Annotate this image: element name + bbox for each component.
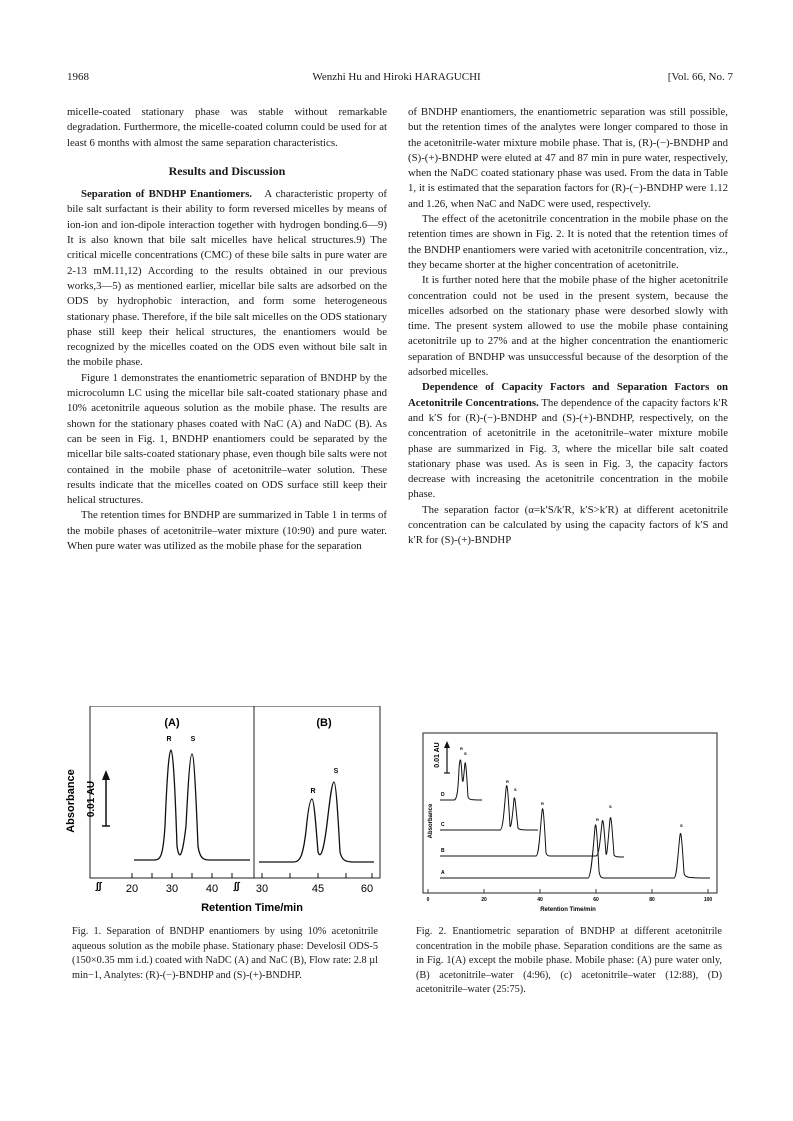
- fig1-trace-b: [259, 782, 374, 862]
- running-head-authors: Wenzhi Hu and Hiroki HARAGUCHI: [312, 71, 481, 83]
- fig2-peak-s-label: S: [464, 751, 467, 756]
- fig2-trace-label-d: D: [441, 792, 445, 798]
- fig2-trace-b-peaks: [596, 818, 624, 857]
- figure-1-chromatogram: [62, 706, 388, 918]
- fig2-trace-c: [440, 786, 538, 830]
- fig2-trace-a: [440, 825, 710, 878]
- fig2-scale-bar-label: 0.01 AU: [434, 742, 441, 768]
- left-paragraph-3: Figure 1 demonstrates the enantiometric separation of BNDHP by the microcolumn LC using the micellar bile salt-coated stationary phase and 10% acetonitrile aqueous solution as the mobile phase. The results are shown for the stationary phases coated with NaC (A) and NaDC (B). As can be seen in Fig. 1, BNDHP enantiomers could be separated by the micellar bile salts-coated stationary phase, even though bile salts were not contained in the mobile phase of acetonitrile–water solution. These results indicate that the micelles coated on ODS surface still keep their helical structures.: [67, 371, 387, 507]
- fig2-tick-20: 20: [481, 897, 487, 903]
- fig1-tick-a-20: 20: [125, 883, 139, 895]
- fig1-x-axis-label: Retention Time/min: [201, 902, 303, 914]
- fig2-peak-r-label-b: R: [541, 801, 544, 806]
- fig1-tick-b-45: 45: [311, 883, 325, 895]
- fig2-tick-0: 0: [426, 897, 430, 903]
- fig1-tick-b-60: 60: [360, 883, 374, 895]
- fig1-peak-r-label-b: R: [310, 788, 316, 795]
- fig1-y-axis-label: Absorbance: [65, 769, 77, 833]
- fig1-scale-bar-label: 0.01 AU: [86, 780, 97, 818]
- fig1-peak-s-label-a: S: [190, 736, 196, 743]
- fig2-y-axis-label: Absorbance: [428, 803, 434, 839]
- left-column: [67, 105, 387, 554]
- fig2-tick-80: 80: [649, 897, 655, 903]
- right-paragraph-5: The separation factor (α=k′S/k′R, k′S>k′R) at different acetonitrile concentration can be calculated by using the capacity factors of k′S and k′R for (S)-(+)-BNDHP: [408, 503, 728, 547]
- right-paragraph-3: It is further noted here that the mobile phase of the higher acetonitrile concentration could not be used in the present system, because the micelles adsorbed on the stationary phase were desorbed slowly with time. The present system allowed to use the mobile phase containing acetonitrile up to 27% and at the higher concentration the enantiomeric separation of BNDHP was unsuccessful because of the desorption of the adsorbed micelles.: [408, 274, 728, 379]
- left-paragraph-1: micelle-coated stationary phase was stable without remarkable degradation. Furthermore, the micelle-coated column could be used for at least 6 months with almost the same separation characteristics.: [67, 106, 387, 149]
- right-paragraph-1: of BNDHP enantiomers, the enantiometric separation was still possible, but the retention times of the analytes were longer compared to those in the acetonitrile-water mixture mobile phase. That is, (R)-(−)-BNDHP and (S)-(+)-BNDHP were eluted at 47 and 87 min in pure water, respectively, when the NaDC coated stationary phase was used. From the data in Table 1, it is estimated that the separation factors for (R)-(−)-BNDHP were 1.12 and 1.26, when NaC and NaDC were used, respectively.: [408, 106, 728, 210]
- fig2-trace-d: [440, 760, 482, 800]
- fig2-peak-r-label: R: [460, 746, 463, 751]
- run-in-heading: Separation of BNDHP Enantiomers.: [81, 188, 252, 201]
- run-in-heading: Dependence of Capacity Factors and Separation Factors on Acetonitrile Concentrations.: [408, 381, 728, 409]
- fig1-tick-a-30: 30: [165, 883, 179, 895]
- fig2-x-axis-label: Retention Time/min: [540, 907, 596, 913]
- page-number: 1968: [67, 71, 89, 83]
- fig2-peak-s-label-c: S: [514, 787, 517, 792]
- right-column: [408, 105, 728, 549]
- fig2-peak-r-label-b2: R: [596, 817, 599, 822]
- fig2-trace-b: [440, 809, 558, 856]
- fig2-tick-40: 40: [537, 897, 543, 903]
- left-paragraph-4: The retention times for BNDHP are summarized in Table 1 in terms of the mobile phases of acetonitrile–water mixture (10:90) and pure water. When pure water was utilized as the mobile phase for the separation: [67, 509, 387, 553]
- fig1-axis-break-b: ∫∫: [234, 881, 240, 892]
- left-paragraph-2: Separation of BNDHP Enantiomers. A characteristic property of bile salt surfactant is their ability to form reversed micelles by means of ion-ion and ion-dipole interaction together with hydrogen bonding.6—9) It is also known that bile salt micelles have helical structures.9) The critical micelle concentrations (CMC) of these bile salts in pure water are 2-13 mM.11,12) According to the results obtained in our previous works,3—5) as mentioned earlier, micellar bile salts are adsorbed on the ODS by hydrophobic interaction, and form some heterogeneous stationary phase. Therefore, if the bile salt micelles on the ODS stationary phase still keep their helical structures, the enantiomers would be recognized by the micelles coated on the ODS even without bile salt in the mobile phase.: [67, 188, 387, 369]
- fig2-trace-label-c: C: [441, 822, 445, 828]
- fig2-trace-label-b: B: [441, 848, 445, 854]
- fig1-peak-r-label-a: R: [166, 736, 172, 743]
- fig1-tick-a-40: 40: [205, 883, 219, 895]
- fig2-peak-s-label-b2: S: [609, 804, 612, 809]
- figure-1-caption: Fig. 1. Separation of BNDHP enantiomers by using 10% acetonitrile aqueous solution as the mobile phase. Stationary phase: Develosil ODS-5 (150×0.35 mm i.d.) coated with NaDC (A) and NaC (B), Flow rate: 2.8 µl min−1, Analytes: (R)-(−)-BNDHP and (S)-(+)-BNDHP.: [72, 926, 378, 981]
- fig2-peak-r-label-c: R: [506, 779, 509, 784]
- figure-2-caption: Fig. 2. Enantiometric separation of BNDHP at different acetonitrile concentration in the mobile phase. Separation conditions are the same as in Fig. 1(A) except the mobile phase. Mobile phase: (A) pure water only, (B) acetonitrile–water (4:96), (c) acetonitrile–water (12:88), (D) acetonitrile–water (25:75).: [416, 926, 722, 995]
- right-paragraph-2: The effect of the acetonitrile concentration in the mobile phase on the retention times are shown in Fig. 2. It is noted that the retention times of the BNDHP enantiomers were varied with acetonitrile concentration, viz., they became shorter at the higher concentration of acetonitrile.: [408, 213, 728, 271]
- right-paragraph-4: Dependence of Capacity Factors and Separation Factors on Acetonitrile Concentrations. The dependence of the capacity factors k′R and k′S for (R)-(−)-BNDHP and (S)-(+)-BNDHP, respectively, on the concentration of acetonitrile in the acetonitrile–water mixture mobile phase are summarized in Fig. 3, where the micellar bile salt coated stationary phase was used. As is seen in Fig. 3, the capacity factors decrease with increasing the acetonitrile concentration in the mobile phase.: [408, 381, 728, 501]
- section-title: Results and Discussion: [168, 163, 286, 178]
- fig1-panel-b-label: (B): [316, 717, 332, 729]
- fig2-tick-100: 100: [703, 897, 713, 903]
- running-head-volume: [Vol. 66, No. 7: [667, 71, 733, 83]
- fig1-tick-b-30: 30: [255, 883, 269, 895]
- fig2-peak-s-label-a: S: [680, 823, 683, 828]
- fig1-trace-a: [134, 750, 250, 860]
- fig2-tick-60: 60: [593, 897, 599, 903]
- fig1-peak-s-label-b: S: [333, 768, 339, 775]
- figure-2-chromatogram: [418, 731, 724, 915]
- fig2-trace-label-a: A: [441, 870, 445, 876]
- fig1-axis-break-a: ∫∫: [96, 881, 102, 892]
- fig1-panel-a-label: (A): [164, 717, 180, 729]
